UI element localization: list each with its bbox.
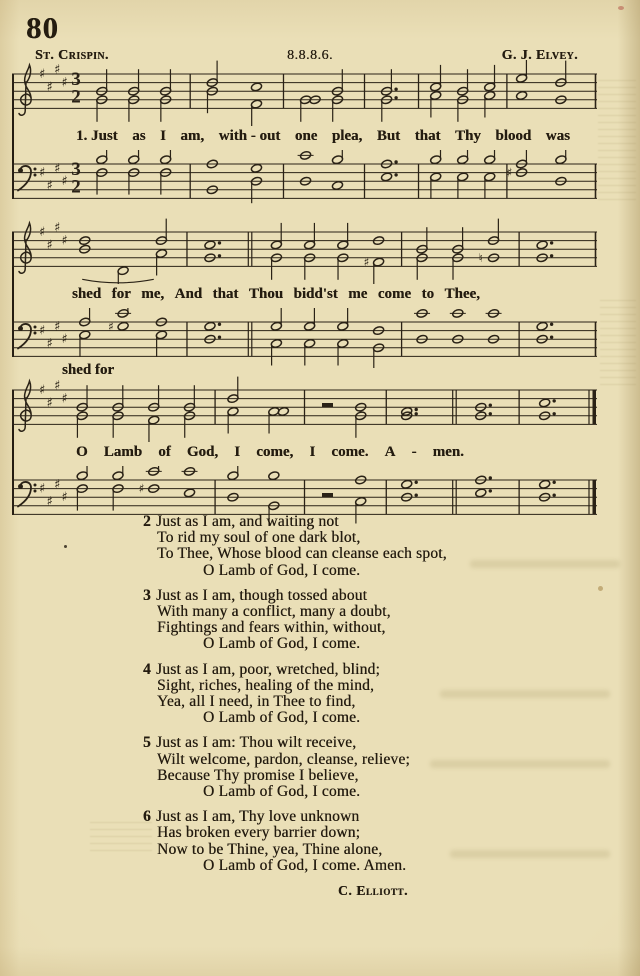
lyric-word: I — [234, 444, 241, 460]
verse-number: 5 — [143, 734, 151, 752]
bass-staff-svg — [12, 306, 597, 370]
svg-text:♯: ♯ — [46, 178, 53, 194]
svg-text:2: 2 — [71, 176, 81, 198]
fox-spot — [598, 586, 603, 591]
author-attribution: C. Elliott. — [338, 883, 408, 899]
svg-text:♯: ♯ — [363, 255, 370, 270]
verse-number: 3 — [143, 586, 151, 604]
svg-text:♯: ♯ — [108, 319, 114, 334]
svg-text:♯: ♯ — [138, 481, 145, 496]
svg-text:3: 3 — [71, 69, 81, 91]
svg-text:♯: ♯ — [54, 477, 61, 493]
svg-text:♯: ♯ — [39, 383, 46, 398]
verse — [140, 514, 500, 579]
bleedthrough-artifact — [598, 80, 636, 200]
svg-text:♯: ♯ — [506, 165, 513, 180]
bass-staff-svg — [12, 148, 597, 212]
lyric-word: men. — [432, 444, 464, 460]
lyric-word: 1. Just — [76, 128, 118, 144]
svg-text:♯: ♯ — [46, 237, 53, 253]
verse-refrain: O Lamb of God, I come. — [203, 561, 361, 579]
page-number: 80 — [26, 10, 59, 45]
lyric-word: Thy — [455, 128, 481, 144]
svg-text:♮: ♮ — [478, 250, 483, 265]
tune-name: St. Crispin. — [35, 48, 109, 63]
lyric-word: come — [377, 286, 412, 302]
lyric-word: that — [212, 286, 239, 302]
lyric-word: one — [294, 128, 318, 144]
svg-text:♯: ♯ — [46, 494, 53, 510]
lyric-line-1 — [76, 128, 570, 148]
svg-text:♯: ♯ — [54, 220, 61, 236]
verse-line: To rid my soul of one dark blot, — [157, 529, 361, 547]
svg-text:♯: ♯ — [46, 336, 53, 352]
red-ink-speck — [618, 6, 624, 10]
lyric-word: Lamb — [103, 444, 143, 460]
verse-line: Has broken every barrier down; — [157, 824, 361, 842]
verse-line: To Thee, Whose blood can cleanse each spot, — [157, 545, 447, 563]
lyric-word: for — [111, 286, 131, 302]
verse-block — [140, 514, 500, 899]
verse — [140, 662, 500, 727]
svg-text:♯: ♯ — [54, 319, 61, 335]
svg-text:♯: ♯ — [61, 75, 68, 91]
lyric-word: Thou — [248, 286, 284, 302]
svg-text:♯: ♯ — [54, 378, 61, 394]
composer-name: G. J. Elvey. — [501, 48, 578, 63]
svg-text:3: 3 — [71, 159, 81, 181]
lyric-word: O — [76, 444, 88, 460]
lyric-word: God, — [186, 444, 219, 460]
treble-staff-svg — [12, 58, 597, 128]
svg-text:♯: ♯ — [46, 79, 53, 95]
lyric-word: come. — [331, 444, 369, 460]
lyric-word: am, — [180, 128, 205, 144]
lyric-word: that — [414, 128, 441, 144]
music-system-2 — [12, 216, 597, 386]
lyric-word: But — [376, 128, 401, 144]
svg-text:♯: ♯ — [61, 332, 68, 348]
treble-staff-svg — [12, 216, 597, 286]
verse-line: Fightings and fears within, without, — [157, 619, 386, 637]
lyric-word: to — [421, 286, 435, 302]
lyric-word: I — [309, 444, 316, 460]
svg-text:♯: ♯ — [54, 62, 61, 78]
lyric-word: And — [174, 286, 203, 302]
svg-text:♯: ♯ — [39, 323, 46, 339]
lyric-line-3 — [76, 444, 464, 464]
verse-line: 4 Just as I am, poor, wretched, blind; — [143, 660, 380, 678]
music-system-1 — [12, 58, 597, 212]
verse-line: 3 Just as I am, though tossed about — [143, 586, 368, 604]
svg-text:2: 2 — [71, 86, 81, 108]
lyric-word: A — [384, 444, 396, 460]
verse-line: 2 Just as I am, and waiting not — [143, 513, 339, 530]
verse-line: Sight, riches, healing of the mind, — [157, 676, 375, 694]
treble-staff-svg — [12, 374, 597, 444]
verse — [140, 735, 500, 800]
verse-refrain: O Lamb of God, I come. — [203, 635, 361, 653]
lyric-word: blood — [495, 128, 532, 144]
verse-refrain: O Lamb of God, I come. — [203, 709, 361, 727]
verse — [140, 588, 500, 653]
lyric-word: me, — [141, 286, 165, 302]
lyric-word: I — [160, 128, 166, 144]
lyric-word: me — [348, 286, 368, 302]
meter-label: 8.8.8.6. — [287, 48, 333, 63]
svg-text:♯: ♯ — [46, 395, 53, 411]
lyric-word: with - out — [218, 128, 281, 144]
lyric-word: Thee, — [444, 286, 480, 302]
svg-text:♯: ♯ — [39, 481, 46, 497]
verse-refrain: O Lamb of God, I come. Amen. — [203, 856, 407, 874]
verse-line: Yea, all I need, in Thee to find, — [157, 693, 356, 711]
bleedthrough-artifact — [600, 300, 636, 390]
svg-text:♯: ♯ — [61, 174, 68, 190]
verse-line: Now to be Thine, yea, Thine alone, — [157, 840, 383, 858]
bass-staff-1 — [12, 148, 597, 212]
verse-line: Wilt welcome, pardon, cleanse, relieve; — [157, 750, 410, 768]
verse-line: 5 Just as I am: Thou wilt receive, — [143, 734, 357, 752]
verse-number: 4 — [143, 660, 151, 678]
treble-staff-1 — [12, 58, 597, 128]
svg-text:♯: ♯ — [61, 233, 68, 249]
verse — [140, 809, 500, 874]
verse-number: 2 — [143, 513, 151, 530]
lyric-word: come, — [256, 444, 294, 460]
lyric-word: - — [411, 444, 417, 460]
lyric-word: of — [158, 444, 171, 460]
music-system-3 — [12, 374, 597, 528]
treble-staff-3 — [12, 374, 597, 444]
lyric-line-2 — [72, 286, 480, 306]
bass-staff-2 — [12, 306, 597, 370]
ink-speck — [64, 545, 67, 548]
svg-text:♯: ♯ — [61, 490, 68, 506]
lyric-word: as — [132, 128, 146, 144]
svg-text:♯: ♯ — [61, 391, 68, 407]
svg-text:♯: ♯ — [39, 225, 46, 240]
lyric-word: bidd'st — [293, 286, 338, 302]
svg-text:♯: ♯ — [39, 165, 46, 181]
verse-number: 6 — [143, 808, 151, 826]
verse-refrain: O Lamb of God, I come. — [203, 783, 361, 801]
svg-text:♯: ♯ — [54, 161, 61, 177]
verse-line: Because Thy promise I believe, — [157, 766, 359, 784]
lyric-word: was — [545, 128, 570, 144]
verse-line: 6 Just as I am, Thy love unknown — [143, 808, 360, 826]
svg-text:♯: ♯ — [39, 67, 46, 82]
lyric-word: plea, — [331, 128, 363, 144]
treble-staff-2 — [12, 216, 597, 286]
lyric-word: shed — [72, 286, 102, 302]
verse-line: With many a conflict, many a doubt, — [157, 603, 391, 621]
lyric-line-bass-echo: shed for — [62, 362, 115, 378]
